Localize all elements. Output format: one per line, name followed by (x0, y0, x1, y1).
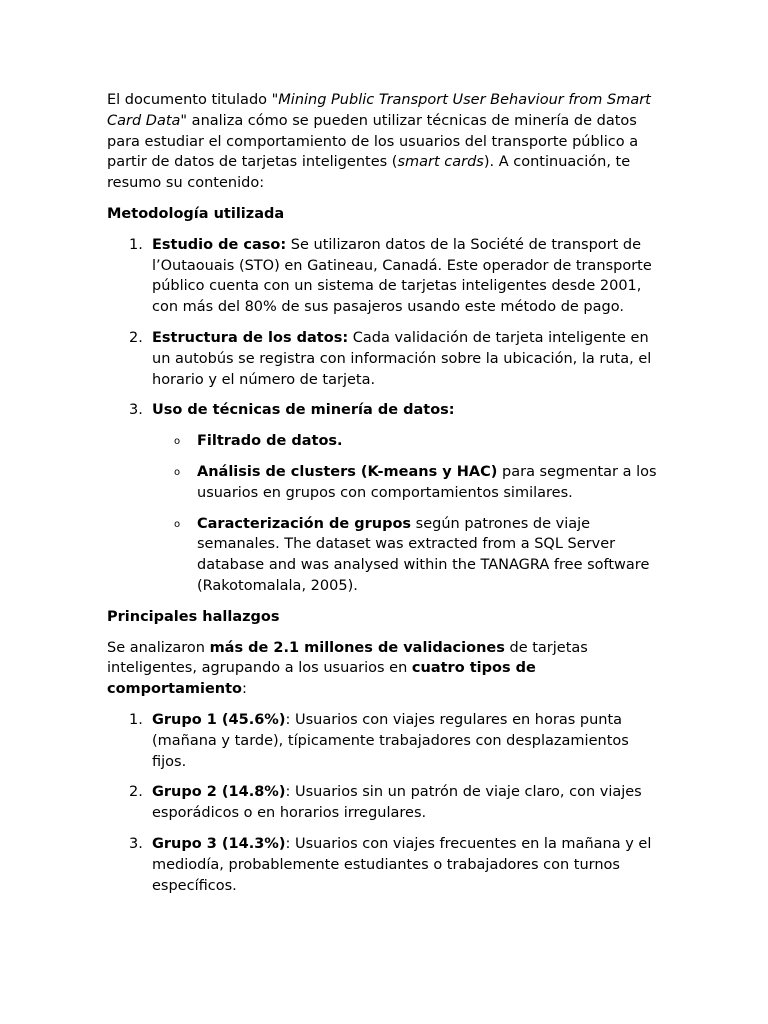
findings-text-2: de tarjetas inteligentes, agrupando a los usuarios en (107, 639, 588, 677)
document-title: Mining Public Transport User Behaviour from Smart Card Data (107, 92, 651, 129)
circle-bullet-icon: o (174, 466, 181, 478)
smart-cards-term: smart cards (397, 154, 484, 171)
intro-text-2: " analiza cómo se pueden utilizar técnicas de minería de datos para estudiar el comportamiento de los usuarios del transporte público a partir de datos de tarjetas inteligentes ( (107, 112, 639, 171)
intro-text-1: El documento titulado " (107, 92, 279, 108)
list-item (107, 400, 667, 596)
findings-text-3: : (242, 681, 247, 698)
techniques-sublist (152, 431, 667, 597)
group-text: : Usuarios con viajes frecuentes en la mañana y el mediodía, probablemente estudiantes o trabajadores con turnos específicos. (152, 835, 652, 894)
list-item (107, 782, 667, 824)
item-label: Estudio de caso: (152, 236, 287, 253)
sublist-item (152, 462, 667, 504)
list-number: 2. (129, 329, 143, 346)
item-label: Estructura de los datos: (152, 329, 349, 346)
methodology-heading: Metodología utilizada (107, 205, 285, 222)
subitem-label: Caracterización de grupos (197, 515, 412, 532)
subitem-text: según patrones de viaje semanales. The dataset was extracted from a SQL Server database and was analysed within the TANAGRA free software (Rakotomalala, 2005). (197, 515, 650, 594)
list-item (107, 710, 667, 772)
item-text: Cada validación de tarjeta inteligente en un autobús se registra con información sobre la ubicación, la ruta, el horario y el número de tarjeta. (152, 329, 652, 388)
list-number: 3. (129, 835, 143, 852)
item-text: Se utilizaron datos de la Société de transport de l’Outaouais (STO) en Gatineau, Canadá. Este operador de transporte público cuenta con un sistema de tarjetas inteligentes desde 2001, con más del 80% de sus pasajeros usando este método de pago. (152, 236, 652, 316)
findings-bold-1: más de 2.1 millones de validaciones (209, 639, 505, 656)
list-number: 1. (129, 236, 143, 253)
list-number: 3. (129, 402, 143, 419)
list-item (107, 328, 667, 390)
item-label: Uso de técnicas de minería de datos: (152, 402, 455, 419)
groups-list (107, 710, 667, 896)
document-body (107, 90, 667, 906)
group-label: Grupo 3 (14.3%) (152, 835, 286, 852)
sublist-item (152, 514, 667, 597)
subitem-label: Análisis de clusters (K-means y HAC) (197, 463, 498, 480)
group-text: : Usuarios sin un patrón de viaje claro, con viajes esporádicos o en horarios irregulares. (152, 784, 642, 822)
group-label: Grupo 2 (14.8%) (152, 784, 286, 801)
findings-text-1: Se analizaron (107, 639, 210, 656)
list-number: 2. (129, 784, 143, 801)
group-text: : Usuarios con viajes regulares en horas punta (mañana y tarde), típicamente trabajadores con desplazamientos fijos. (152, 711, 629, 770)
subitem-text: para segmentar a los usuarios en grupos con comportamientos similares. (197, 463, 657, 501)
methodology-list (107, 235, 667, 597)
list-number: 1. (129, 711, 143, 728)
intro-paragraph (107, 90, 667, 194)
intro-text-3: ). A continuación, te resumo su contenido: (107, 154, 631, 192)
circle-bullet-icon: o (174, 518, 181, 530)
list-item (107, 235, 667, 318)
list-item (107, 834, 667, 896)
group-label: Grupo 1 (45.6%) (152, 711, 286, 728)
sublist-item (152, 431, 667, 452)
subitem-label: Filtrado de datos. (197, 433, 343, 450)
findings-bold-2: cuatro tipos de comportamiento (107, 660, 536, 698)
findings-heading: Principales hallazgos (107, 608, 280, 625)
circle-bullet-icon: o (174, 436, 181, 448)
findings-paragraph (107, 638, 667, 700)
